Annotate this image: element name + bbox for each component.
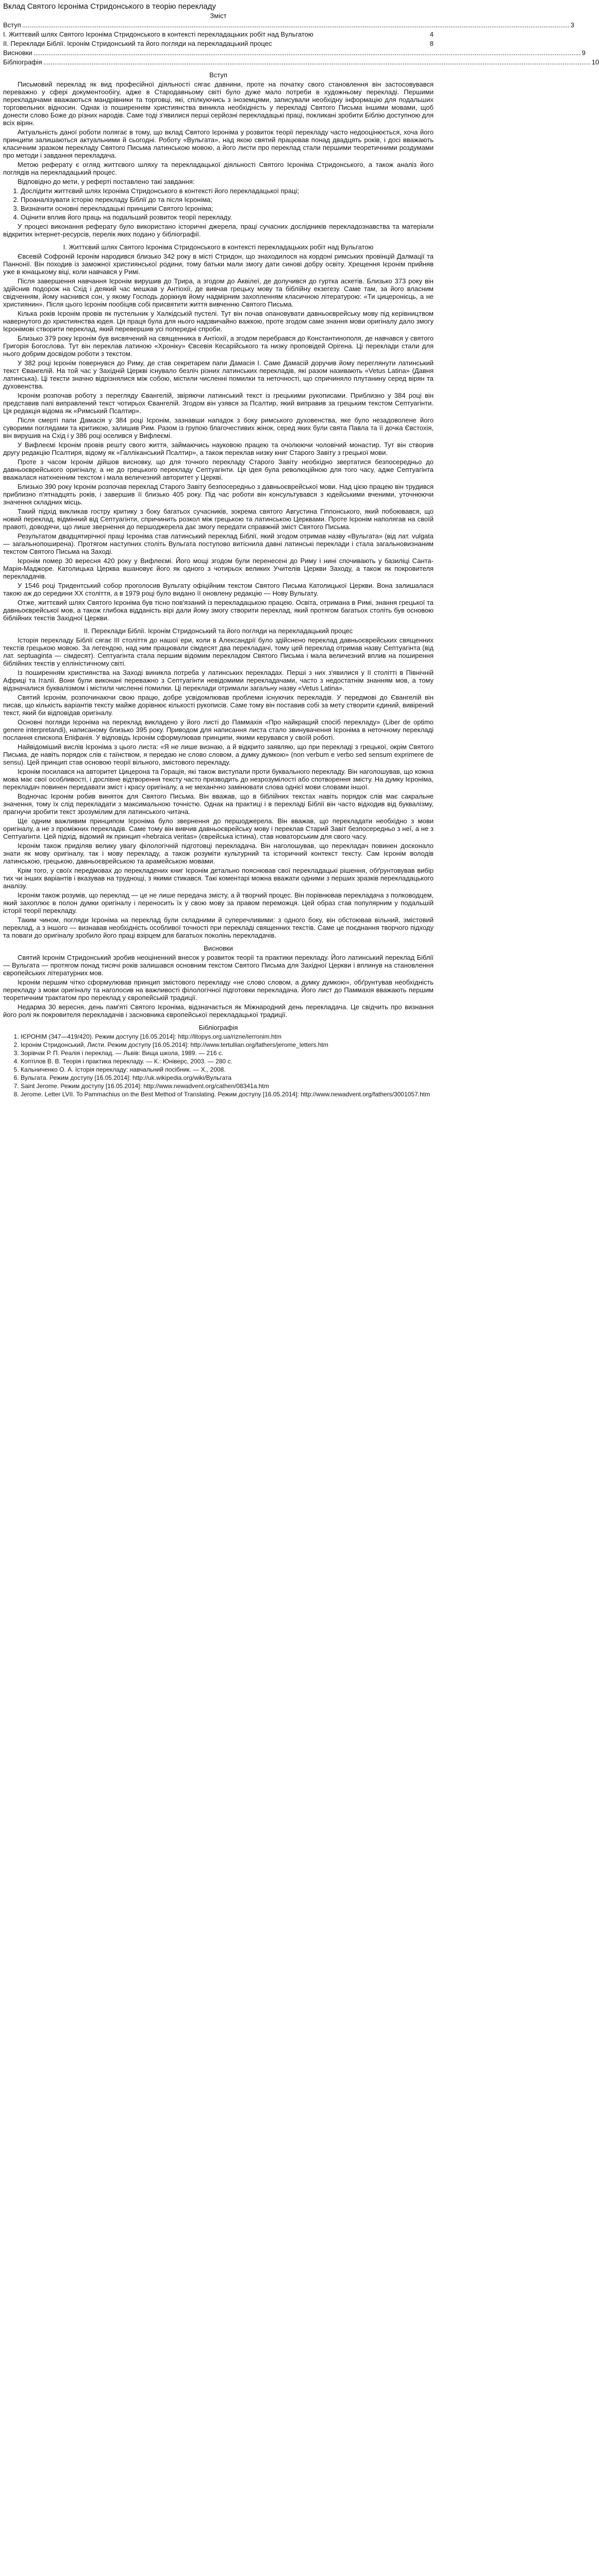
toc-item-label: Вступ <box>3 21 21 29</box>
paragraph: Близько 379 року Ієронім був висвячений на священника в Антіохії, а згодом перебрався до Константинополя, де навчався у святого Григорія Богослова. Тут він переклав латиною «Хроніку» Євсевія Кесарійського та низку проповідей Орігена. Ці переклади стали для нього добрим досвідом роботи з текстом. <box>3 334 434 358</box>
bibliography-item: 3. Зорівчак Р. П. Реалія і переклад. — Львів: Вища школа, 1989. — 216 с. <box>21 1049 434 1057</box>
paragraph: У 1546 році Тридентський собор проголосив Вульгату офіційним текстом Святого Письма Католицької Церкви. Вона залишалася такою аж до середини ХХ століття, а в 1979 році було видано її оновлену редакцію — Нову Вульгату. <box>3 582 434 597</box>
paragraph: Актуальність даної роботи полягає в тому, що вклад Святого Ієроніма у розвиток теорії перекладу часто недооцінюється, хоча його принципи залишаються актуальними й сьогодні. Роботу «Вульгата», над якою святий працював понад двадцять років, і досі вважають класичним зразком перекладу Святого Письма латинською мовою, а його листи про переклад стали першими теоретичними роздумами про методи і завдання перекладача. <box>3 128 434 159</box>
paragraph: У 382 році Ієронім повернувся до Риму, де став секретарем папи Дамасія І. Саме Дамасій доручив йому переглянути латинський текст Євангелій. На той час у Західній Церкві існувало безліч різних латинських перекладів, які разом називають «Vetus Latina» (Давня латинська). Ці тексти значно відрізнялися між собою, містили численні помилки та неточності, що спричиняло плутанину серед вірян та духовенства. <box>3 359 434 390</box>
paragraph: Ієронім також розумів, що переклад — це не лише передача змісту, а й творчий процес. Він порівнював перекладача з полководцем, який захоплює в полон думки оригіналу і переносить їх у свою мову за правом переможця. Цей образ став популярним у подальшій історії теорії перекладу. <box>3 891 434 914</box>
paragraph: Святий Ієронім, розпочинаючи свою працю, добре усвідомлював проблеми існуючих перекладів. У передмові до Євангелій він писав, що кількість варіантів тексту майже дорівнює кількості рукописів. Саме тому він поставив собі за мету створити єдиний, вивірений текст, який би відповідав оригіналу. <box>3 693 434 717</box>
bibliography-item: 5. Кальниченко О. А. Історія перекладу: навчальний посібник. — Х., 2008. <box>21 1066 434 1073</box>
paragraph: Найвідоміший вислів Ієроніма з цього листа: «Я не лише визнаю, а й відкрито заявляю, що при перекладі з грецької, окрім Святого Письма, де навіть порядок слів є таїнством, я передаю не слово словом, а думку думкою» (non verbum e verbo sed sensum exprimere de sensu). Цей принцип став основою теорії вільного, змістового перекладу. <box>3 743 434 766</box>
paragraph: Історія перекладу Біблії сягає ІІІ століття до нашої ери, коли в Александрії було здійснено переклад давньоєврейських священних текстів грецькою мовою. За легендою, над ним працювали сімдесят два перекладачі, тому цей переклад отримав назву Септуагінта (від лат. septuaginta — сімдесят). Септуагінта стала першим відомим перекладом Святого Письма і мала величезний вплив на поширення біблійних текстів у елліністичному світі. <box>3 636 434 667</box>
table-of-contents <box>3 21 599 66</box>
paragraph: Кілька років Ієронім провів як пустельник у Халкідській пустелі. Тут він почав опановувати давньоєврейську мову під керівництвом навернутого до християнства юдея. Ця праця була для нього надзвичайно важкою, проте згодом саме знання мови оригіналу дало змогу Ієронімові створити переклад, який перевершив усі попередні спроби. <box>3 310 434 333</box>
paragraph: Ще одним важливим принципом Ієроніма було звернення до першоджерела. Він вважав, що перекладати необхідно з мови оригіналу, а не з проміжних перекладів. Саме тому він вивчив давньоєврейську мову і переклав Старий Завіт безпосередньо з неї, а не з Септуагінти. Цей підхід, відомий як принцип «hebraica veritas» (єврейська істина), став новаторським для свого часу. <box>3 817 434 840</box>
bibliography-item: 4. Коптілов В. В. Теорія і практика перекладу. — К.: Юніверс, 2003. — 280 с. <box>21 1058 434 1065</box>
task-item: 3. Визначити основні перекладацькі принципи Святого Ієроніма; <box>21 205 434 212</box>
paragraph: Недарма 30 вересня, день пам'яті Святого Ієроніма, відзначається як Міжнародний день перекладача. Це свідчить про визнання його ролі як покровителя перекладачів і засновника європейської перекладацької традиції. <box>3 1003 434 1019</box>
bibliography-item: 1. ІЄРОНІМ (347—419/420). Режим доступу [16.05.2014]: http://litopys.org.ua/rizne/ierronim.htm <box>21 1033 434 1040</box>
paragraph: Таким чином, погляди Ієроніма на переклад були складними й суперечливими: з одного боку, він обстоював вільний, змістовий переклад, а з іншого — визнавав необхідність особливої точності при перекладі священних текстів. Саме це поєднання творчого підходу та поваги до оригіналу зробило його праці взірцем для багатьох поколінь перекладачів. <box>3 916 434 939</box>
paragraph: Святий Ієронім Стридонський зробив неоціненний внесок у розвиток теорії та практики перекладу. Його латинський переклад Біблії — Вульгата — протягом понад тисячі років залишався основним текстом Святого Письма для Західної Церкви і вплинув на становлення європейських літературних мов. <box>3 954 434 977</box>
toc-item-label: І. Життєвий шлях Святого Ієроніма Стридонського в контексті перекладацьких робіт над Вульгатою <box>3 30 313 38</box>
paragraph: Водночас Ієронім робив виняток для Святого Письма. Він вважав, що в біблійних текстах навіть порядок слів має сакральне значення, тому їх слід перекладати з максимальною точністю. Однак на практиці і в перекладі Біблії він часто відходив від буквалізму, прагнучи зробити текст зрозумілим для латинського читача. <box>3 792 434 816</box>
toc-heading: Зміст <box>210 12 227 20</box>
bibliography-list <box>3 1033 434 1098</box>
bibliography-item: 8. Jerome. Letter LVII. To Pammachius on the Best Method of Translating. Режим доступу [16.05.2014]: http://www.newadvent.org/fathers/3001057.htm <box>21 1091 434 1098</box>
section-heading-intro: Вступ <box>209 71 227 79</box>
paragraph: Такий підхід викликав гостру критику з боку багатьох сучасників, зокрема святого Августина Гіппонського, який побоювався, що новий переклад, відмінний від Септуагінти, спричинить розкол між грецькою та латинською Церквами. Проте Ієронім наполягав на своїй правоті, доводячи, що лише звернення до першоджерела дає змогу передати справжній зміст Святого Письма. <box>3 507 434 531</box>
toc-item-page: 3 <box>570 21 574 29</box>
toc-item-label: Висновки <box>3 49 32 57</box>
toc-leader: ...................................................................................................................................................................................................................................................................................................... <box>33 49 581 57</box>
document-title: Вклад Святого Ієроніма Стридонського в теорію перекладу <box>3 2 216 11</box>
bibliography-item: 2. Ієронім Стридонський, Листи. Режим доступу [16.05.2014]: http://www.tertullian.org/fathers/jerome_letters.htm <box>21 1041 434 1048</box>
task-item: 2. Проаналізувати історію перекладу Біблії до та після Ієроніма; <box>21 196 434 204</box>
paragraph: У процесі виконання реферату було використано історичні джерела, праці сучасних дослідників перекладознавства та матеріали відкритих інтернет-ресурсів, перелік яких подано у бібліографії. <box>3 223 434 238</box>
paragraph: Проте з часом Ієронім дійшов висновку, що для точного перекладу Старого Завіту необхідно звертатися безпосередньо до давньоєврейського оригіналу, а не до грецького перекладу Септуагінти. Ця ідея була революційною для того часу, адже Септуагінта вважалася натхненним текстом і мала величезний авторитет у Церкві. <box>3 458 434 481</box>
task-item: 4. Оцінити вплив його праць на подальший розвиток теорії перекладу. <box>21 213 434 221</box>
toc-item <box>3 58 599 66</box>
task-item: 1. Дослідити життєвий шлях Ієроніма Стридонського в контексті його перекладацької праці; <box>21 187 434 195</box>
paragraph: Відповідно до мети, у реферті поставлено такі завдання: <box>18 178 195 185</box>
toc-item <box>3 21 574 29</box>
toc-item-page: 4 <box>429 30 434 38</box>
paragraph: Після завершення навчання Ієронім вирушив до Трира, а згодом до Аквілеї, де долучився до гуртка аскетів. Близько 373 року він здійснив подорож на Схід і деякий час мешкав у Антіохії, де вивчав грецьку мову та біблійну екзегезу. Саме там, за його власним свідченням, йому наснився сон, у якому Господь дорікнув йому надмірним захопленням класичною літературою: «Ти цицеронієць, а не християнин». Після цього Ієронім пообіцяв собі присвятити життя вивченню Святого Письма. <box>3 277 434 308</box>
toc-item <box>3 30 434 38</box>
toc-item-label: Бібліографія <box>3 58 42 66</box>
paragraph: Близько 390 року Ієронім розпочав переклад Старого Завіту безпосередньо з давньоєврейської мови. Над цією працею він трудився приблизно п'ятнадцять років, і завершив її близько 405 року. Під час роботи він консультувався з юдейськими вченими, уточнюючи значення складних місць. <box>3 483 434 506</box>
paragraph: Результатом двадцятирічної праці Ієроніма став латинський переклад Біблії, який згодом отримав назву «Вульгата» (від лат. vulgata — загальнопоширена). Протягом наступних століть Вульгата поступово витіснила давні латинські переклади і стала загальновизнаним текстом Святого Письма на Заході. <box>3 532 434 555</box>
section-heading-chapter1: І. Життєвий шлях Святого Ієроніма Стридонського в контексті перекладацьких робіт над Вульгатою <box>63 243 374 251</box>
paragraph: Із поширенням християнства на Заході виникла потреба у латинських перекладах. Перші з них з'явилися у ІІ столітті в Північній Африці та Італії. Вони були виконані переважно з Септуагінти невідомими перекладачами, часто з недостатнім знанням мов, а тому відзначалися буквалізмом і містили численні помилки. Ці переклади отримали загальну назву «Vetus Latina». <box>3 669 434 692</box>
toc-item-page: 8 <box>429 40 434 47</box>
paragraph: Ієронім посилався на авторитет Цицерона та Горація, які також виступали проти буквального перекладу. Він наголошував, що кожна мова має свої особливості, і дослівне відтворення тексту часто призводить до незрозумілості або спотворення змісту. На думку Ієроніма, перекладач повинен передавати зміст і красу оригіналу, а не механічно замінювати слова однієї мови словами іншої. <box>3 768 434 791</box>
paragraph: Євсевій Софроній Ієронім народився близько 342 року в місті Стридон, що знаходилося на кордоні римських провінцій Далмації та Паннонії. Він походив із заможної християнської родини, тому батьки мали змогу дати синові добру освіту. Хрещення Ієронім прийняв уже в юнацькому віці, коли навчався у Римі. <box>3 252 434 276</box>
paragraph: Ієронім першим чітко сформулював принцип змістового перекладу «не слово словом, а думку думкою», обґрунтував необхідність перекладу з мови оригіналу та наголосив на важливості філологічної підготовки перекладача. Його лист до Паммахія вважають першим теоретичним трактатом про переклад у європейській традиції. <box>3 978 434 1002</box>
toc-item-label: ІІ. Переклади Біблії. Ієронім Стридонський та його погляди на перекладацький процес <box>3 40 272 47</box>
section-heading-bibliography: Бібліографія <box>198 1024 238 1031</box>
toc-item-page: 10 <box>591 58 599 66</box>
paragraph: У Вифлеємі Ієронім провів решту свого життя, займаючись науковою працею та очолюючи чоловічий монастир. Тут він створив другу редакцію Псалтиря, відому як «Галліканський Псалтир», а також переклав низку книг Старого Завіту з грецької мови. <box>3 441 434 456</box>
paragraph: Метою реферату є огляд життєвого шляху та перекладацької діяльності Святого Ієроніма Стридонського, а також аналіз його поглядів на перекладацький процес. <box>3 161 434 176</box>
task-list <box>3 187 434 221</box>
toc-item-page: 9 <box>581 49 586 57</box>
paragraph: Ієронім розпочав роботу з перегляду Євангелій, звіряючи латинський текст із грецькими рукописами. Приблизно у 384 році він представив папі виправлений текст чотирьох Євангелій. Згодом він узявся за Псалтир, який виправив за грецьким текстом Септуагінти. Ця редакція відома як «Римський Псалтир». <box>3 392 434 415</box>
paragraph: Крім того, у своїх передмовах до перекладених книг Ієронім детально пояснював свої перекладацькі рішення, обґрунтовував вибір тих чи інших варіантів і вказував на труднощі, з якими стикався. Такі коментарі можна вважати одними з перших зразків перекладацького аналізу. <box>3 867 434 890</box>
bibliography-item: 6. Вульгата. Режим доступу [16.05.2014]: http://uk.wikipedia.org/wiki/Вульгата <box>21 1074 434 1081</box>
toc-item <box>3 49 586 57</box>
section-heading-conclusions: Висновки <box>204 944 233 952</box>
paragraph: Ієронім також приділяв велику увагу філологічній підготовці перекладача. Він наголошував, що перекладач повинен досконало знати як мову оригіналу, так і мову перекладу, а також розуміти культурний та історичний контекст тексту. Сам Ієронім володів латинською, грецькою, давньоєврейською та арамейською мовами. <box>3 842 434 865</box>
paragraph: Письмовий переклад як вид професійної діяльності сягає давнини, проте на початку свого становлення він застосовувався переважно у сфері документообігу, адже в Стародавньому світі було дуже мало потреби в художньому перекладі. Першими перекладачами вважаються мандрівники та торговці, які, спілкуючись з іноземцями, записували необхідну інформацію для подальших торговельних відносин. Однак із поширенням християнства виникла необхідність у перекладі Святого Письма іншими мовами, щоб донести слово Боже до різних народів. Саме тоді з'явилися перші серйозні перекладацькі праці, покликані зробити Біблію доступною для всіх вірян. <box>3 80 434 127</box>
toc-leader: ...................................................................................................................................................................................................................................................................................................... <box>43 58 591 66</box>
toc-item <box>3 40 434 47</box>
paragraph: Отже, життєвий шлях Святого Ієроніма був тісно пов'язаний із перекладацькою працею. Освіта, отримана в Римі, знання грецької та давньоєврейської мов, а також глибока відданість вірі дали йому змогу створити переклад, який протягом багатьох століть був основою біблійних текстів Західної Церкви. <box>3 599 434 622</box>
paragraph: Ієронім помер 30 вересня 420 року у Вифлеємі. Його мощі згодом були перенесені до Риму і нині спочивають у базиліці Санта-Марія-Маджоре. Католицька Церква вшановує його як одного з чотирьох великих Учителів Церкви Заходу, а також як покровителя перекладачів. <box>3 557 434 580</box>
section-heading-chapter2: ІІ. Переклади Біблії. Ієронім Стридонський та його погляди на перекладацький процес <box>84 627 353 635</box>
paragraph: Основні погляди Ієроніма на переклад викладено у його листі до Паммахія «Про найкращий спосіб перекладу» (Liber de optimo genere interpretandi), написаному близько 395 року. Приводом для написання листа стало звинувачення Ієроніма в неточному перекладі послання єпископа Епіфанія. У відповідь Ієронім сформулював принципи, якими керувався у своїй роботі. <box>3 718 434 741</box>
document-page <box>0 0 599 1098</box>
bibliography-item: 7. Saint Jerome. Режим доступу [16.05.2014]: http://www.newadvent.org/cathen/08341a.htm <box>21 1082 434 1090</box>
toc-leader: ...................................................................................................................................................................................................................................................................................................... <box>22 21 570 29</box>
paragraph: Після смерті папи Дамасія у 384 році Ієронім, зазнавши нападок з боку римського духовенства, яке було незадоволене його суворими поглядами та критикою, залишив Рим. Разом із групою благочестивих жінок, серед яких були свята Павла та її дочка Євстохія, він вирушив на Схід і у 386 році оселився у Вифлеємі. <box>3 416 434 439</box>
